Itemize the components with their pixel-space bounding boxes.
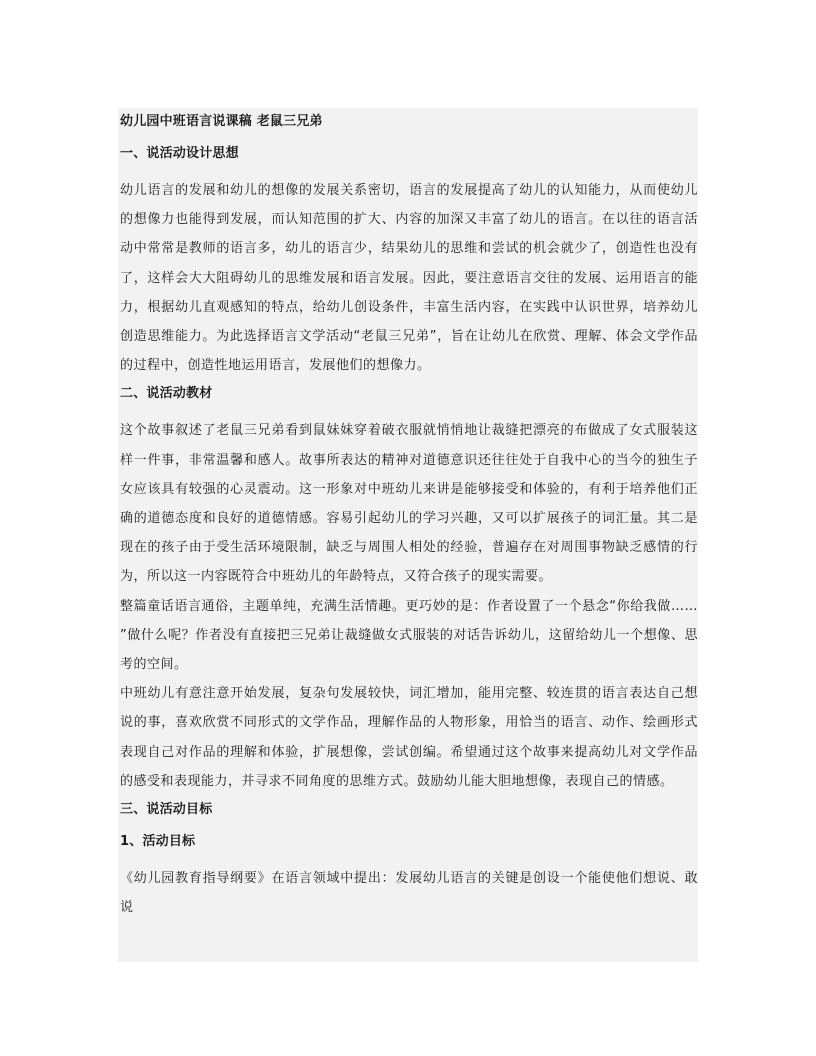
paragraph-teaching-material-3: 中班幼儿有意注意开始发展，复杂句发展较快，词汇增加，能用完整、较连贯的语言表达自己想说的事，喜欢欣赏不同形式的文学作品，理解作品的人物形象，用恰当的语言、动作、绘画形式表现自己对作品的理解和体验，扩展想像，尝试创编。希望通过这个故事来提高幼儿对文学作品的感受和表现能力，并寻求不同角度的思维方式。鼓励幼儿能大胆地想像，表现自己的情感。	[120, 686, 698, 789]
section-heading-design-idea: 一、说活动设计思想	[120, 146, 239, 161]
section-heading-objectives: 三、说活动目标	[120, 802, 213, 818]
paragraph-teaching-material-2: 整篇童话语言通俗，主题单纯，充满生活情趣。更巧妙的是：作者设置了一个悬念“你给我做…… ”做什么呢？作者没有直接把三兄弟让裁缝做女式服装的对话告诉幼儿，这留给幼儿一个想像、思考的空间。	[120, 598, 698, 673]
section-heading-teaching-material: 二、说活动教材	[120, 386, 213, 402]
document-body	[118, 108, 698, 962]
subheading-activity-objectives: 1、活动目标	[120, 834, 196, 850]
paragraph-design-idea: 幼儿语言的发展和幼儿的想像的发展关系密切，语言的发展提高了幼儿的认知能力，从而使幼儿的想像力也能得到发展，而认知范围的扩大、内容的加深又丰富了幼儿的语言。在以往的语言活动中常常是教师的语言多，幼儿的语言少，结果幼儿的思维和尝试的机会就少了，创造性也没有了，这样会大大阻碍幼儿的思维发展和语言发展。因此，要注意语言交往的发展、运用语言的能力，根据幼儿直观感知的特点，给幼儿创设条件，丰富生活内容，在实践中认识世界，培养幼儿创造思维能力。为此选择语言文学活动“老鼠三兄弟”，旨在让幼儿在欣赏、理解、体会文学作品的过程中，创造性地运用语言，发展他们的想像力。	[120, 183, 698, 374]
document-title: 幼儿园中班语言说课稿 老鼠三兄弟	[120, 114, 323, 129]
paragraph-teaching-material-1: 这个故事叙述了老鼠三兄弟看到鼠妹妹穿着破衣服就悄悄地让裁缝把漂亮的布做成了女式服装这样一件事，非常温馨和感人。故事所表达的精神对道德意识还往往处于自我中心的当今的独生子女应该具有较强的心灵震动。这一形象对中班幼儿来讲是能够接受和体验的，有利于培养他们正确的道德态度和良好的道德情感。容易引起幼儿的学习兴趣，又可以扩展孩子的词汇量。其二是现在的孩子由于受生活环境限制，缺乏与周围人相处的经验，普遍存在对周围事物缺乏感情的行为，所以这一内容既符合中班幼儿的年龄特点，又符合孩子的现实需要。	[120, 423, 698, 585]
paragraph-objectives: 《幼儿园教育指导纲要》在语言领域中提出：发展幼儿语言的关键是创设一个能使他们想说、敢说	[120, 871, 698, 916]
